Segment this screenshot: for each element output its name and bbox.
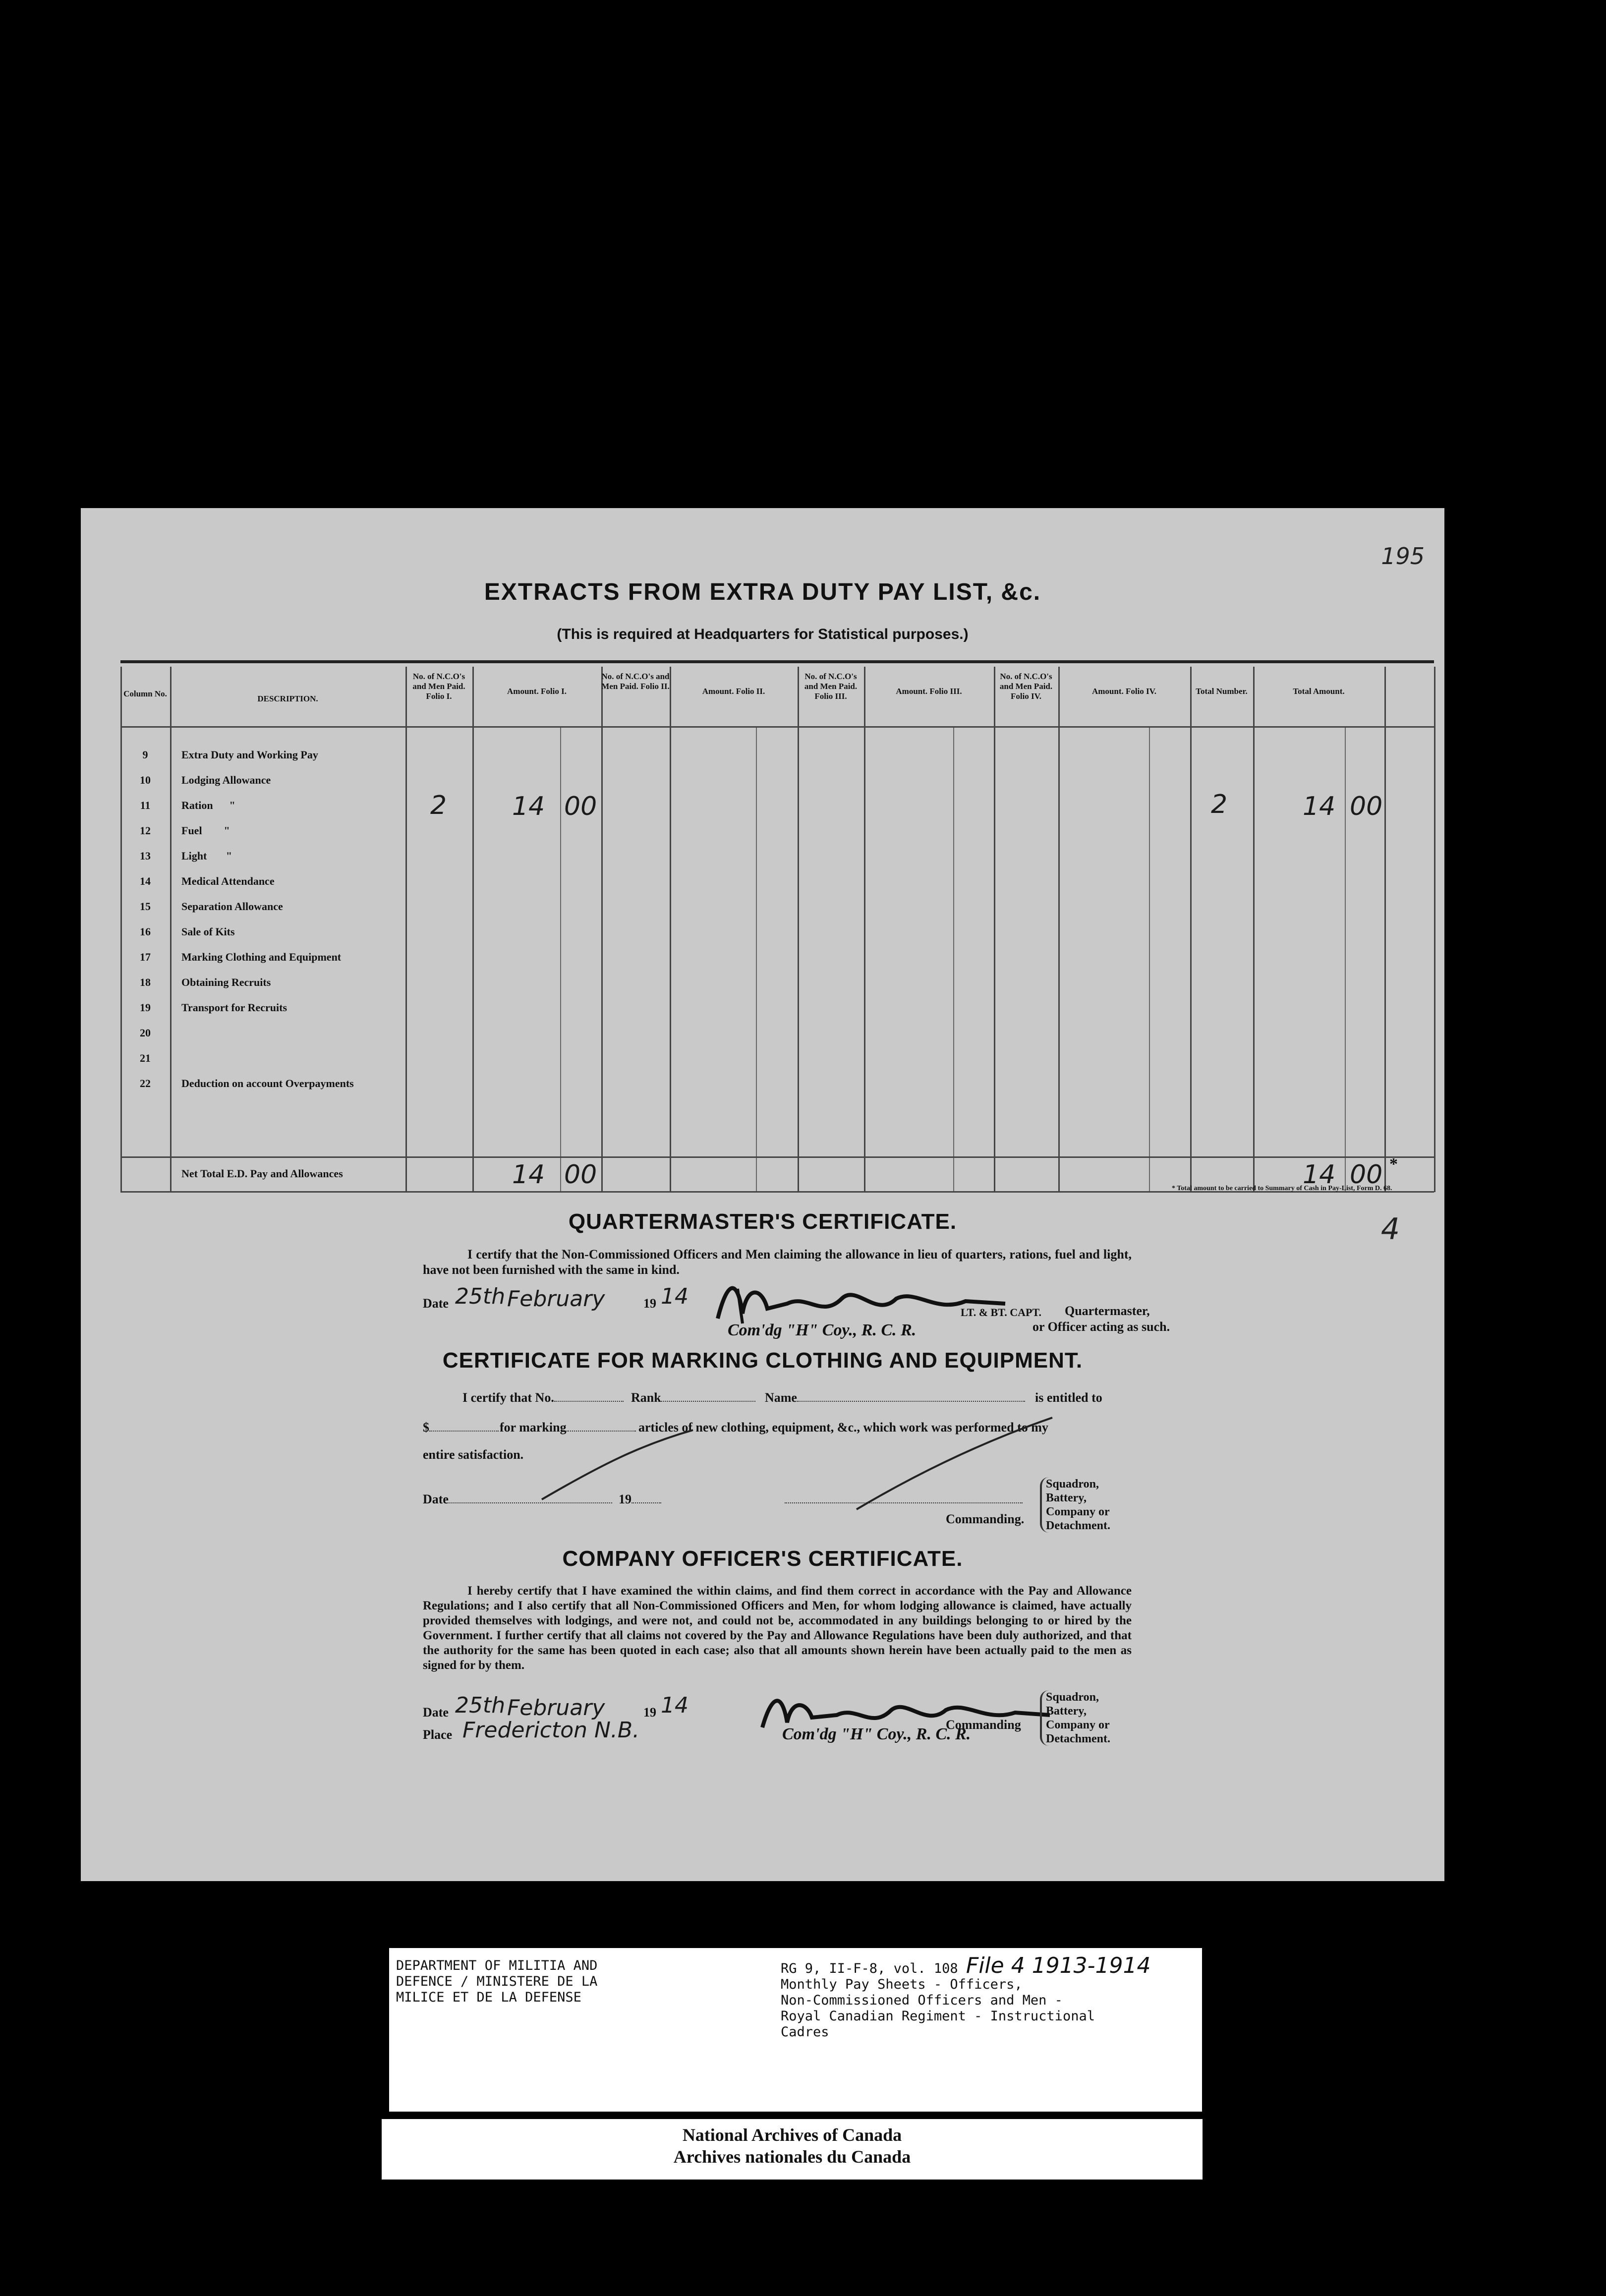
marking-sign-line (785, 1492, 1023, 1507)
marking-year: 19 (619, 1492, 661, 1507)
qm-cert-text: I certify that the Non-Commissioned Officers and Men claiming the allowance in lieu of quarters, rations, fuel and light, have not been furnished with the same in kind. (423, 1247, 1132, 1277)
net-total-label: Net Total E.D. Pay and Allowances (181, 1167, 343, 1180)
row-number: 9 (142, 748, 148, 761)
document-sheet (81, 508, 1444, 1881)
reference-label: RG 9, II-F-8, vol. 108 File 4 1913-1914 Monthly Pay Sheets - Officers, Non-Commissioned Officers and Men - Royal Canadian Regiment - Instructional Cadres (781, 1953, 1151, 2040)
co-date-label: Date (423, 1705, 449, 1720)
ration-total-number: 2 (1211, 790, 1228, 819)
row-number: 14 (140, 875, 151, 887)
row-description: Fuel " (181, 824, 230, 837)
ration-total-dollars: 14 (1303, 792, 1336, 821)
row-number: 17 (140, 951, 151, 963)
row-number: 16 (140, 925, 151, 938)
header-total-number: Total Number. (1196, 687, 1248, 696)
row-description: Transport for Recruits (181, 1001, 287, 1014)
net-grand-total-cents: 00 (1350, 1160, 1383, 1190)
row-description: Marking Clothing and Equipment (181, 951, 342, 963)
marking-line1-a: I certify that No. (462, 1390, 624, 1405)
qm-date-day: 25th (455, 1284, 506, 1309)
footnote: * Total amount to be carried to Summary of Cash in Pay-List, Form D. 68. (1172, 1185, 1392, 1192)
row-number: 18 (140, 976, 151, 988)
header-nco-folio-2: No. of N.C.O's and Men Paid. Folio II. (601, 672, 670, 691)
qm-cert-title: QUARTERMASTER'S CERTIFICATE. (568, 1209, 957, 1234)
marking-line1-b: Rank (631, 1390, 755, 1405)
co-date-day: 25th (455, 1693, 506, 1718)
co-cert-text: I hereby certify that I have examined the within claims, and find them correct in accordance with the Pay and Allowance Regulations; and I also certify that all Non-Commissioned Officers and Men, for whom lodging allowance is claimed, have actually provided themselves with lodgings, and were not, and could not be, accommodated in any buildings belonging to or hired by the Government. I further certify that all claims not covered by the Pay and Allowance Regulations have been duly authorized, and that the authority for the same has been quoted in each case; also that all amounts shown herein have been actually paid to the men as signed for by them. (423, 1584, 1132, 1672)
co-date-month: February (507, 1695, 605, 1721)
row-description: Obtaining Recruits (181, 976, 271, 988)
archives-french: Archives nationales du Canada (673, 2147, 911, 2167)
archives-name-label (382, 2119, 1203, 2180)
ration-amount-dollars: 14 (512, 792, 545, 821)
net-total-asterisk: * (1389, 1155, 1398, 1173)
marking-units: Squadron, Battery, Company or Detachment. (1040, 1477, 1110, 1533)
page-title: EXTRACTS FROM EXTRA DUTY PAY LIST, &c. (484, 579, 1041, 605)
qm-stamp: Com'dg "H" Coy., R. C. R. (728, 1321, 917, 1339)
row-number: 12 (140, 824, 151, 837)
archives-english: National Archives of Canada (682, 2125, 902, 2145)
marking-date: Date (423, 1492, 612, 1507)
marking-commanding: Commanding. (946, 1512, 1025, 1526)
row-number: 11 (140, 799, 151, 811)
row-description: Medical Attendance (181, 875, 275, 887)
row-number: 13 (140, 850, 151, 862)
side-mark: 4 (1380, 1212, 1400, 1247)
row-number: 10 (140, 774, 151, 786)
row-number: 21 (140, 1052, 151, 1064)
co-year-suffix: 14 (661, 1693, 688, 1718)
co-commanding: Commanding (946, 1718, 1021, 1732)
header-nco-folio-4: No. of N.C.O's and Men Paid. Folio IV. (999, 672, 1053, 701)
row-description: Extra Duty and Working Pay (181, 748, 318, 761)
qm-year-prefix: 19 (643, 1296, 656, 1311)
net-total-dollars: 14 (512, 1160, 545, 1190)
file-handwritten: File 4 1913-1914 (966, 1953, 1151, 1978)
header-amount-folio-2: Amount. Folio II. (702, 687, 765, 696)
department-label: DEPARTMENT OF MILITIA AND DEFENCE / MINISTERE DE LA MILICE ET DE LA DEFENSE (396, 1958, 598, 2005)
co-year-prefix: 19 (643, 1705, 656, 1720)
page-number: 195 (1381, 543, 1425, 570)
qm-date-month: February (507, 1286, 605, 1312)
qm-role2: or Officer acting as such. (1032, 1320, 1170, 1334)
marking-line1-d: is entitled to (1035, 1390, 1102, 1405)
header-amount-folio-1: Amount. Folio I. (507, 687, 567, 696)
marking-line2-c: articles of new clothing, equipment, &c., which work was performed to my (638, 1420, 1048, 1435)
row-description: Ration " (181, 799, 235, 811)
header-amount-folio-4: Amount. Folio IV. (1091, 687, 1157, 696)
qm-date-label: Date (423, 1296, 449, 1311)
archive-reference-label (389, 1948, 1202, 2112)
co-place-value: Fredericton N.B. (462, 1718, 640, 1743)
marking-line1-c: Name (765, 1390, 1025, 1405)
marking-line2-b: for marking (500, 1420, 636, 1435)
row-description: Lodging Allowance (181, 774, 271, 786)
net-grand-total-dollars: 14 (1303, 1160, 1336, 1190)
row-description: Separation Allowance (181, 900, 283, 913)
qm-rank-stamp: LT. & BT. CAPT. (961, 1306, 1041, 1319)
row-description: Deduction on account Overpayments (181, 1077, 354, 1090)
co-cert-title: COMPANY OFFICER'S CERTIFICATE. (562, 1547, 963, 1571)
top-rule (120, 660, 1434, 663)
header-total-amount: Total Amount. (1293, 687, 1345, 696)
net-total-cents: 00 (564, 1160, 597, 1190)
qm-year-suffix: 14 (661, 1284, 688, 1309)
page-subtitle: (This is required at Headquarters for Statistical purposes.) (557, 626, 969, 642)
row-description: Sale of Kits (181, 925, 235, 938)
header-amount-folio-3: Amount. Folio III. (896, 687, 962, 696)
co-place-label: Place (423, 1727, 453, 1742)
marking-line2-a: $ (423, 1420, 499, 1435)
ration-amount-cents: 00 (564, 792, 597, 821)
qm-role: Quartermaster, (1065, 1304, 1150, 1318)
co-units: Squadron, Battery, Company or Detachment. (1040, 1690, 1110, 1746)
header-nco-folio-1: No. of N.C.O's and Men Paid. Folio I. (412, 672, 465, 701)
ration-total-cents: 00 (1350, 792, 1383, 821)
header-description: DESCRIPTION. (257, 694, 318, 703)
extra-duty-table (120, 667, 1434, 1192)
marking-line3: entire satisfaction. (423, 1447, 524, 1462)
row-number: 15 (140, 900, 151, 913)
row-number: 19 (140, 1001, 151, 1014)
row-description: Light " (181, 850, 232, 862)
ration-nco-count: 2 (430, 791, 447, 820)
marking-cert-title: CERTIFICATE FOR MARKING CLOTHING AND EQUIPMENT. (442, 1348, 1083, 1373)
co-stamp: Com'dg "H" Coy., R. C. R. (782, 1725, 971, 1743)
row-number: 20 (140, 1027, 151, 1039)
header-column-no: Column No. (123, 689, 167, 698)
row-number: 22 (140, 1077, 151, 1090)
header-nco-folio-3: No. of N.C.O's and Men Paid. Folio III. (804, 672, 858, 701)
